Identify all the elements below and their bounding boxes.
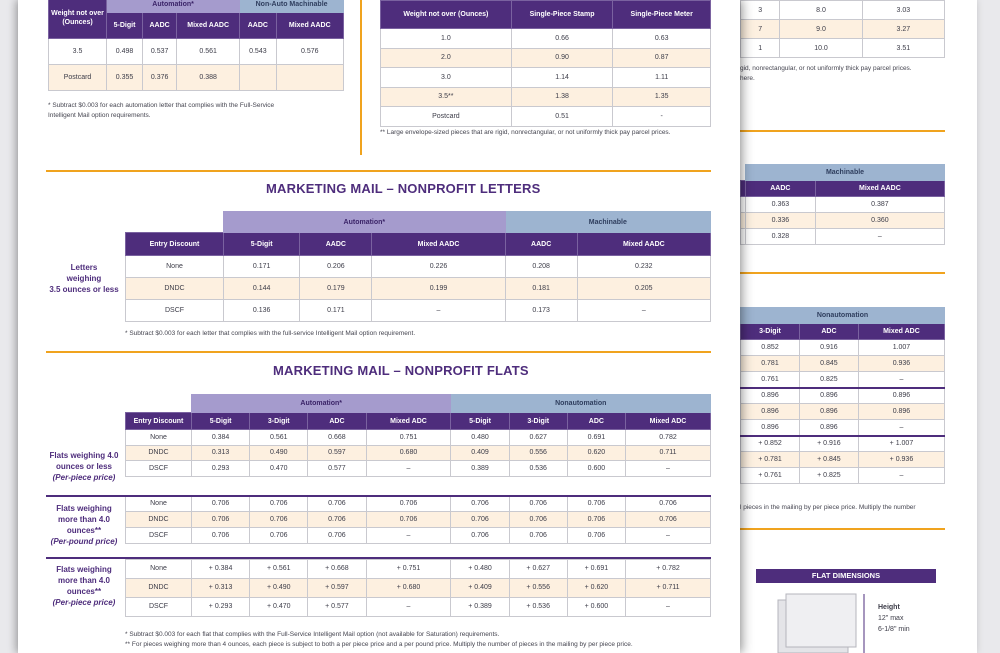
table-cell: 0.896 [799, 404, 858, 420]
table-cell: DSCF [126, 461, 192, 477]
table-cell: 0.206 [300, 256, 372, 278]
table-cell: + 0.597 [308, 578, 366, 597]
table-cell: 0.51 [511, 107, 613, 127]
table-header: Automation* [224, 212, 506, 233]
table-cell: + 0.711 [625, 578, 710, 597]
table-cell: Single-Piece Meter [613, 1, 711, 29]
table-cell: Postcard [381, 107, 512, 127]
table-cell: 0.171 [300, 300, 372, 322]
table-row [381, 87, 711, 107]
table-cell: – [625, 597, 710, 616]
table-cell: 1.11 [613, 68, 711, 88]
table-row [126, 278, 711, 300]
table-cell: Mixed AADC [372, 233, 505, 256]
table-cell: 0.232 [577, 256, 710, 278]
table-cell: 7 [741, 20, 780, 39]
table-cell: AADC [300, 233, 372, 256]
table-cell: 3.03 [862, 1, 944, 20]
table-row [126, 527, 711, 543]
table-cell: + 0.536 [509, 597, 567, 616]
table-cell: 0.360 [815, 213, 944, 229]
table-cell: + 0.845 [799, 452, 858, 468]
table-cell: 0.706 [451, 527, 509, 543]
table-row [741, 197, 945, 213]
table-cell: 0.490 [250, 445, 308, 461]
column-divider [360, 0, 362, 155]
table-cell: + 0.556 [509, 578, 567, 597]
table-header: Nonautomation [451, 395, 711, 413]
flats-group2-label: Flats weighing more than 4.0 ounces** (Per-pound price) [50, 504, 118, 546]
table-cell: ADC [308, 413, 366, 430]
table-cell: + 0.577 [308, 597, 366, 616]
table-cell: Entry Discount [126, 233, 224, 256]
table-row [381, 107, 711, 127]
table-cell: 0.208 [505, 256, 577, 278]
back-page [700, 0, 977, 653]
table-cell: 0.706 [308, 511, 366, 527]
flat-dimensions-diagram [772, 592, 872, 653]
table-cell: 0.144 [224, 278, 300, 300]
table-cell: 5-Digit [107, 13, 143, 39]
table-cell: – [366, 527, 451, 543]
table-cell: 0.387 [815, 197, 944, 213]
table-cell: 8.0 [780, 1, 862, 20]
table-cell: 0.470 [250, 461, 308, 477]
table-cell: 0.706 [366, 511, 451, 527]
table-row [381, 68, 711, 88]
table-cell: 0.936 [858, 356, 944, 372]
table-cell: AADC [505, 233, 577, 256]
table-cell: 0.600 [567, 461, 625, 477]
table-row [126, 212, 711, 233]
first-class-table [380, 0, 711, 127]
table-cell: 0.825 [799, 372, 858, 388]
table-row [126, 495, 711, 511]
table-cell: 0.376 [143, 65, 177, 91]
table-cell: DSCF [126, 597, 192, 616]
table-cell: 0.313 [192, 445, 250, 461]
table-cell: 0.706 [567, 527, 625, 543]
table-row [381, 48, 711, 68]
table-row [741, 372, 945, 388]
table-cell: 0.620 [567, 445, 625, 461]
table-cell: DSCF [126, 300, 224, 322]
table-cell: 0.896 [741, 420, 800, 436]
letters-note: * Subtract $0.003 for each letter that complies with the full-service Intelligent Mail option requirement. [125, 330, 416, 337]
table-row [741, 181, 945, 197]
table-cell: None [126, 495, 192, 511]
table-cell: 0.706 [250, 527, 308, 543]
table-cell: + 0.389 [451, 597, 509, 616]
table-cell: 3.0 [381, 68, 512, 88]
table-row [741, 165, 945, 181]
top-left-note-2: Intelligent Mail option requirements. [48, 112, 151, 119]
table-header: Automation* [192, 395, 451, 413]
table-row [49, 65, 344, 91]
table-cell: 0.706 [509, 527, 567, 543]
table-row [741, 404, 945, 420]
table-cell: – [366, 461, 451, 477]
table-cell: 5-Digit [451, 413, 509, 430]
back-note: here. [740, 75, 755, 82]
table-cell: 3.5** [381, 87, 512, 107]
table-cell: – [815, 229, 944, 245]
table-cell: 0.706 [308, 495, 366, 511]
table-cell: 5-Digit [192, 413, 250, 430]
table-row [741, 1, 945, 20]
table-header: Machinable [746, 165, 945, 181]
table-cell: 0.87 [613, 48, 711, 68]
letters-row-label: Letters weighing 3.5 ounces or less [49, 263, 119, 294]
table-cell: 0.480 [451, 430, 509, 446]
table-cell: 0.706 [451, 495, 509, 511]
table-cell: 3.5 [49, 39, 107, 65]
table-row [126, 300, 711, 322]
table-row [381, 1, 711, 29]
nonprofit-flats-table [125, 394, 711, 617]
table-cell: 3 [741, 1, 780, 20]
table-cell: + 0.490 [250, 578, 308, 597]
table-cell: - [613, 107, 711, 127]
table-row [49, 39, 344, 65]
table-cell: + 0.409 [451, 578, 509, 597]
table-cell: 0.896 [799, 420, 858, 436]
table-cell: 3.51 [862, 39, 944, 58]
table-cell: 0.706 [192, 527, 250, 543]
table-cell: + 0.936 [858, 452, 944, 468]
table-cell: 0.916 [799, 340, 858, 356]
table-cell: 0.63 [613, 29, 711, 49]
table-cell: 0.136 [224, 300, 300, 322]
table-row [49, 0, 344, 13]
table-cell: 0.706 [250, 511, 308, 527]
table-cell: 0.706 [567, 511, 625, 527]
flat-dimensions-title: FLAT DIMENSIONS [756, 569, 936, 583]
table-cell: + 0.781 [741, 452, 800, 468]
table-cell: Entry Discount [126, 413, 192, 430]
table-cell: 0.171 [224, 256, 300, 278]
nonprofit-letters-table [125, 211, 711, 322]
table-cell: Postcard [49, 65, 107, 91]
table-row [126, 597, 711, 616]
table-cell: Mixed AADC [276, 13, 343, 39]
table-cell: 0.706 [509, 495, 567, 511]
table-row [741, 340, 945, 356]
table-cell: 0.498 [107, 39, 143, 65]
table-cell: + 1.007 [858, 436, 944, 452]
table-cell: – [858, 468, 944, 484]
table-cell: + 0.293 [192, 597, 250, 616]
table-cell: + 0.600 [567, 597, 625, 616]
back-machinable-table [740, 164, 945, 245]
top-left-note-1: * Subtract $0.003 for each automation letter that complies with the Full-Service [48, 102, 275, 109]
table-cell: 0.711 [625, 445, 710, 461]
table-cell: + 0.916 [799, 436, 858, 452]
table-cell: Mixed AADC [177, 13, 240, 39]
table-cell [276, 65, 343, 91]
table-cell: 0.179 [300, 278, 372, 300]
table-row [741, 468, 945, 484]
table-cell: 0.781 [741, 356, 800, 372]
table-row [741, 308, 945, 324]
table-cell: 3-Digit [250, 413, 308, 430]
table-cell: 0.328 [746, 229, 816, 245]
table-cell: 3-Digit [509, 413, 567, 430]
table-header: Machinable [505, 212, 710, 233]
table-cell: + 0.384 [192, 559, 250, 578]
back-note: l pieces in the mailing by per piece price. Multiply the number [740, 504, 916, 511]
table-row [741, 452, 945, 468]
table-cell: 0.852 [741, 340, 800, 356]
table-row [741, 213, 945, 229]
table-cell: ADC [799, 324, 858, 340]
table-cell: + 0.620 [567, 578, 625, 597]
table-cell: 0.90 [511, 48, 613, 68]
table-cell: 0.543 [240, 39, 276, 65]
flats-title: MARKETING MAIL – NONPROFIT FLATS [273, 363, 529, 378]
table-cell: 0.384 [192, 430, 250, 446]
table-cell: 0.205 [577, 278, 710, 300]
table-cell: 0.680 [366, 445, 451, 461]
group-divider [46, 495, 711, 497]
table-cell: Single-Piece Stamp [511, 1, 613, 29]
table-cell: Mixed ADC [858, 324, 944, 340]
table-cell: 0.706 [250, 495, 308, 511]
table-cell: Mixed ADC [366, 413, 451, 430]
table-cell: + 0.761 [741, 468, 800, 484]
table-cell: 0.577 [308, 461, 366, 477]
table-row [126, 430, 711, 446]
table-cell: 0.226 [372, 256, 505, 278]
table-cell: 0.706 [451, 511, 509, 527]
table-header: Non-Auto Machinable [240, 0, 344, 13]
table-cell: + 0.691 [567, 559, 625, 578]
section-divider [740, 272, 945, 274]
table-cell: 0.706 [509, 511, 567, 527]
table-cell: 0.896 [741, 404, 800, 420]
table-cell: Mixed AADC [577, 233, 710, 256]
dim-max: 12" max [878, 615, 904, 622]
table-cell: 10.0 [780, 39, 862, 58]
table-cell: Mixed ADC [625, 413, 710, 430]
flats-group3-label: Flats weighing more than 4.0 ounces** (Per-piece price) [52, 565, 116, 607]
table-cell: 3-Digit [741, 324, 800, 340]
table-cell: 0.561 [250, 430, 308, 446]
table-cell: + 0.627 [509, 559, 567, 578]
table-cell: 0.388 [177, 65, 240, 91]
table-cell: None [126, 559, 192, 578]
table-cell: Mixed AADC [815, 181, 944, 197]
table-cell: 0.706 [567, 495, 625, 511]
table-cell: – [577, 300, 710, 322]
table-cell: + 0.668 [308, 559, 366, 578]
table-row [126, 395, 711, 413]
table-cell: + 0.680 [366, 578, 451, 597]
table-cell: + 0.470 [250, 597, 308, 616]
table-cell: – [372, 300, 505, 322]
table-cell: 1.0 [381, 29, 512, 49]
table-cell: 0.761 [741, 372, 800, 388]
table-row [741, 356, 945, 372]
table-row [741, 324, 945, 340]
section-divider [740, 130, 945, 132]
dim-height: Height [878, 604, 900, 611]
table-row [741, 420, 945, 436]
table-cell: 1 [741, 39, 780, 58]
flats-group1-label: Flats weighing 4.0 ounces or less (Per-piece price) [49, 451, 119, 482]
table-cell: 0.706 [625, 511, 710, 527]
table-cell: AADC [746, 181, 816, 197]
table-cell: 0.706 [625, 495, 710, 511]
table-cell: 2.0 [381, 48, 512, 68]
table-cell: 0.181 [505, 278, 577, 300]
table-cell: 0.355 [107, 65, 143, 91]
table-cell: 0.537 [143, 39, 177, 65]
table-cell: 0.66 [511, 29, 613, 49]
table-cell: – [625, 461, 710, 477]
back-price-table [740, 0, 945, 58]
table-row [126, 445, 711, 461]
table-cell: – [625, 527, 710, 543]
table-spacer [126, 476, 711, 495]
group-divider [46, 557, 711, 559]
table-cell: + 0.561 [250, 559, 308, 578]
table-cell: 0.199 [372, 278, 505, 300]
table-cell: None [126, 430, 192, 446]
table-cell: 0.409 [451, 445, 509, 461]
table-cell: 0.627 [509, 430, 567, 446]
table-cell: 0.576 [276, 39, 343, 65]
table-cell: AADC [143, 13, 177, 39]
table-cell: 0.173 [505, 300, 577, 322]
table-cell: ADC [567, 413, 625, 430]
table-cell: 0.389 [451, 461, 509, 477]
table-cell: + 0.782 [625, 559, 710, 578]
table-row [126, 233, 711, 256]
table-cell: 0.597 [308, 445, 366, 461]
table-cell: DNDC [126, 278, 224, 300]
table-cell: 1.35 [613, 87, 711, 107]
table-cell: AADC [240, 13, 276, 39]
table-row [126, 578, 711, 597]
table-cell: 3.27 [862, 20, 944, 39]
table-cell: 0.691 [567, 430, 625, 446]
table-cell: DNDC [126, 511, 192, 527]
table-cell: – [858, 372, 944, 388]
table-cell: 0.336 [746, 213, 816, 229]
top-mid-note: ** Large envelope-sized pieces that are rigid, nonrectangular, or not uniformly thick pay parcel prices. [380, 129, 671, 136]
table-cell: 0.706 [192, 495, 250, 511]
table-cell: – [366, 597, 451, 616]
table-cell [240, 65, 276, 91]
letters-title: MARKETING MAIL – NONPROFIT LETTERS [266, 181, 541, 196]
table-cell: 1.007 [858, 340, 944, 356]
table-row [126, 256, 711, 278]
table-row [741, 436, 945, 452]
table-cell: 0.845 [799, 356, 858, 372]
presort-letters-table [48, 0, 344, 91]
table-cell: 0.782 [625, 430, 710, 446]
table-cell: DNDC [126, 445, 192, 461]
section-divider [46, 351, 711, 353]
table-row [126, 511, 711, 527]
table-row [126, 461, 711, 477]
table-row [741, 20, 945, 39]
table-cell: 0.896 [858, 388, 944, 404]
table-header: Nonautomation [741, 308, 945, 324]
table-row [381, 29, 711, 49]
table-row [126, 559, 711, 578]
table-row [741, 388, 945, 404]
section-divider [46, 170, 711, 172]
table-row [741, 39, 945, 58]
table-cell: 0.668 [308, 430, 366, 446]
table-cell: Weight not over (Ounces) [381, 1, 512, 29]
dim-min: 6-1/8" min [878, 626, 910, 633]
section-divider [740, 528, 945, 530]
table-cell: 0.293 [192, 461, 250, 477]
table-cell: 0.536 [509, 461, 567, 477]
table-cell: + 0.852 [741, 436, 800, 452]
table-cell: + 0.480 [451, 559, 509, 578]
table-cell: 0.896 [858, 404, 944, 420]
table-cell: – [858, 420, 944, 436]
table-cell: 1.38 [511, 87, 613, 107]
table-cell: DSCF [126, 527, 192, 543]
table-cell: 0.556 [509, 445, 567, 461]
table-cell: 0.706 [308, 527, 366, 543]
table-cell: 0.706 [366, 495, 451, 511]
table-cell: 9.0 [780, 20, 862, 39]
table-cell: 0.706 [192, 511, 250, 527]
table-cell: 0.896 [799, 388, 858, 404]
table-row [126, 413, 711, 430]
back-nonautomation-table [740, 307, 945, 484]
table-cell: 0.896 [741, 388, 800, 404]
table-cell: 0.561 [177, 39, 240, 65]
front-page [18, 0, 740, 653]
flats-note-2: ** For pieces weighing more than 4 ounces, each piece is subject to both a per piece price and a per pound price. Multiply the number of pieces in the mailing by per piece price. [125, 641, 633, 648]
table-header: Automation* [107, 0, 240, 13]
table-cell: DNDC [126, 578, 192, 597]
table-cell: 0.751 [366, 430, 451, 446]
table-cell: + 0.313 [192, 578, 250, 597]
table-cell: None [126, 256, 224, 278]
table-cell: 1.14 [511, 68, 613, 88]
table-row [741, 229, 945, 245]
back-note: gid, nonrectangular, or not uniformly thick pay parcel prices. [740, 65, 912, 72]
flats-note-1: * Subtract $0.003 for each flat that complies with the Full-Service Intelligent Mail option (not available for Saturation) requirements. [125, 631, 500, 638]
table-cell: 0.363 [746, 197, 816, 213]
table-cell: 5-Digit [224, 233, 300, 256]
table-cell: + 0.825 [799, 468, 858, 484]
table-cell: + 0.751 [366, 559, 451, 578]
table-header: Weight not over (Ounces) [49, 0, 107, 39]
